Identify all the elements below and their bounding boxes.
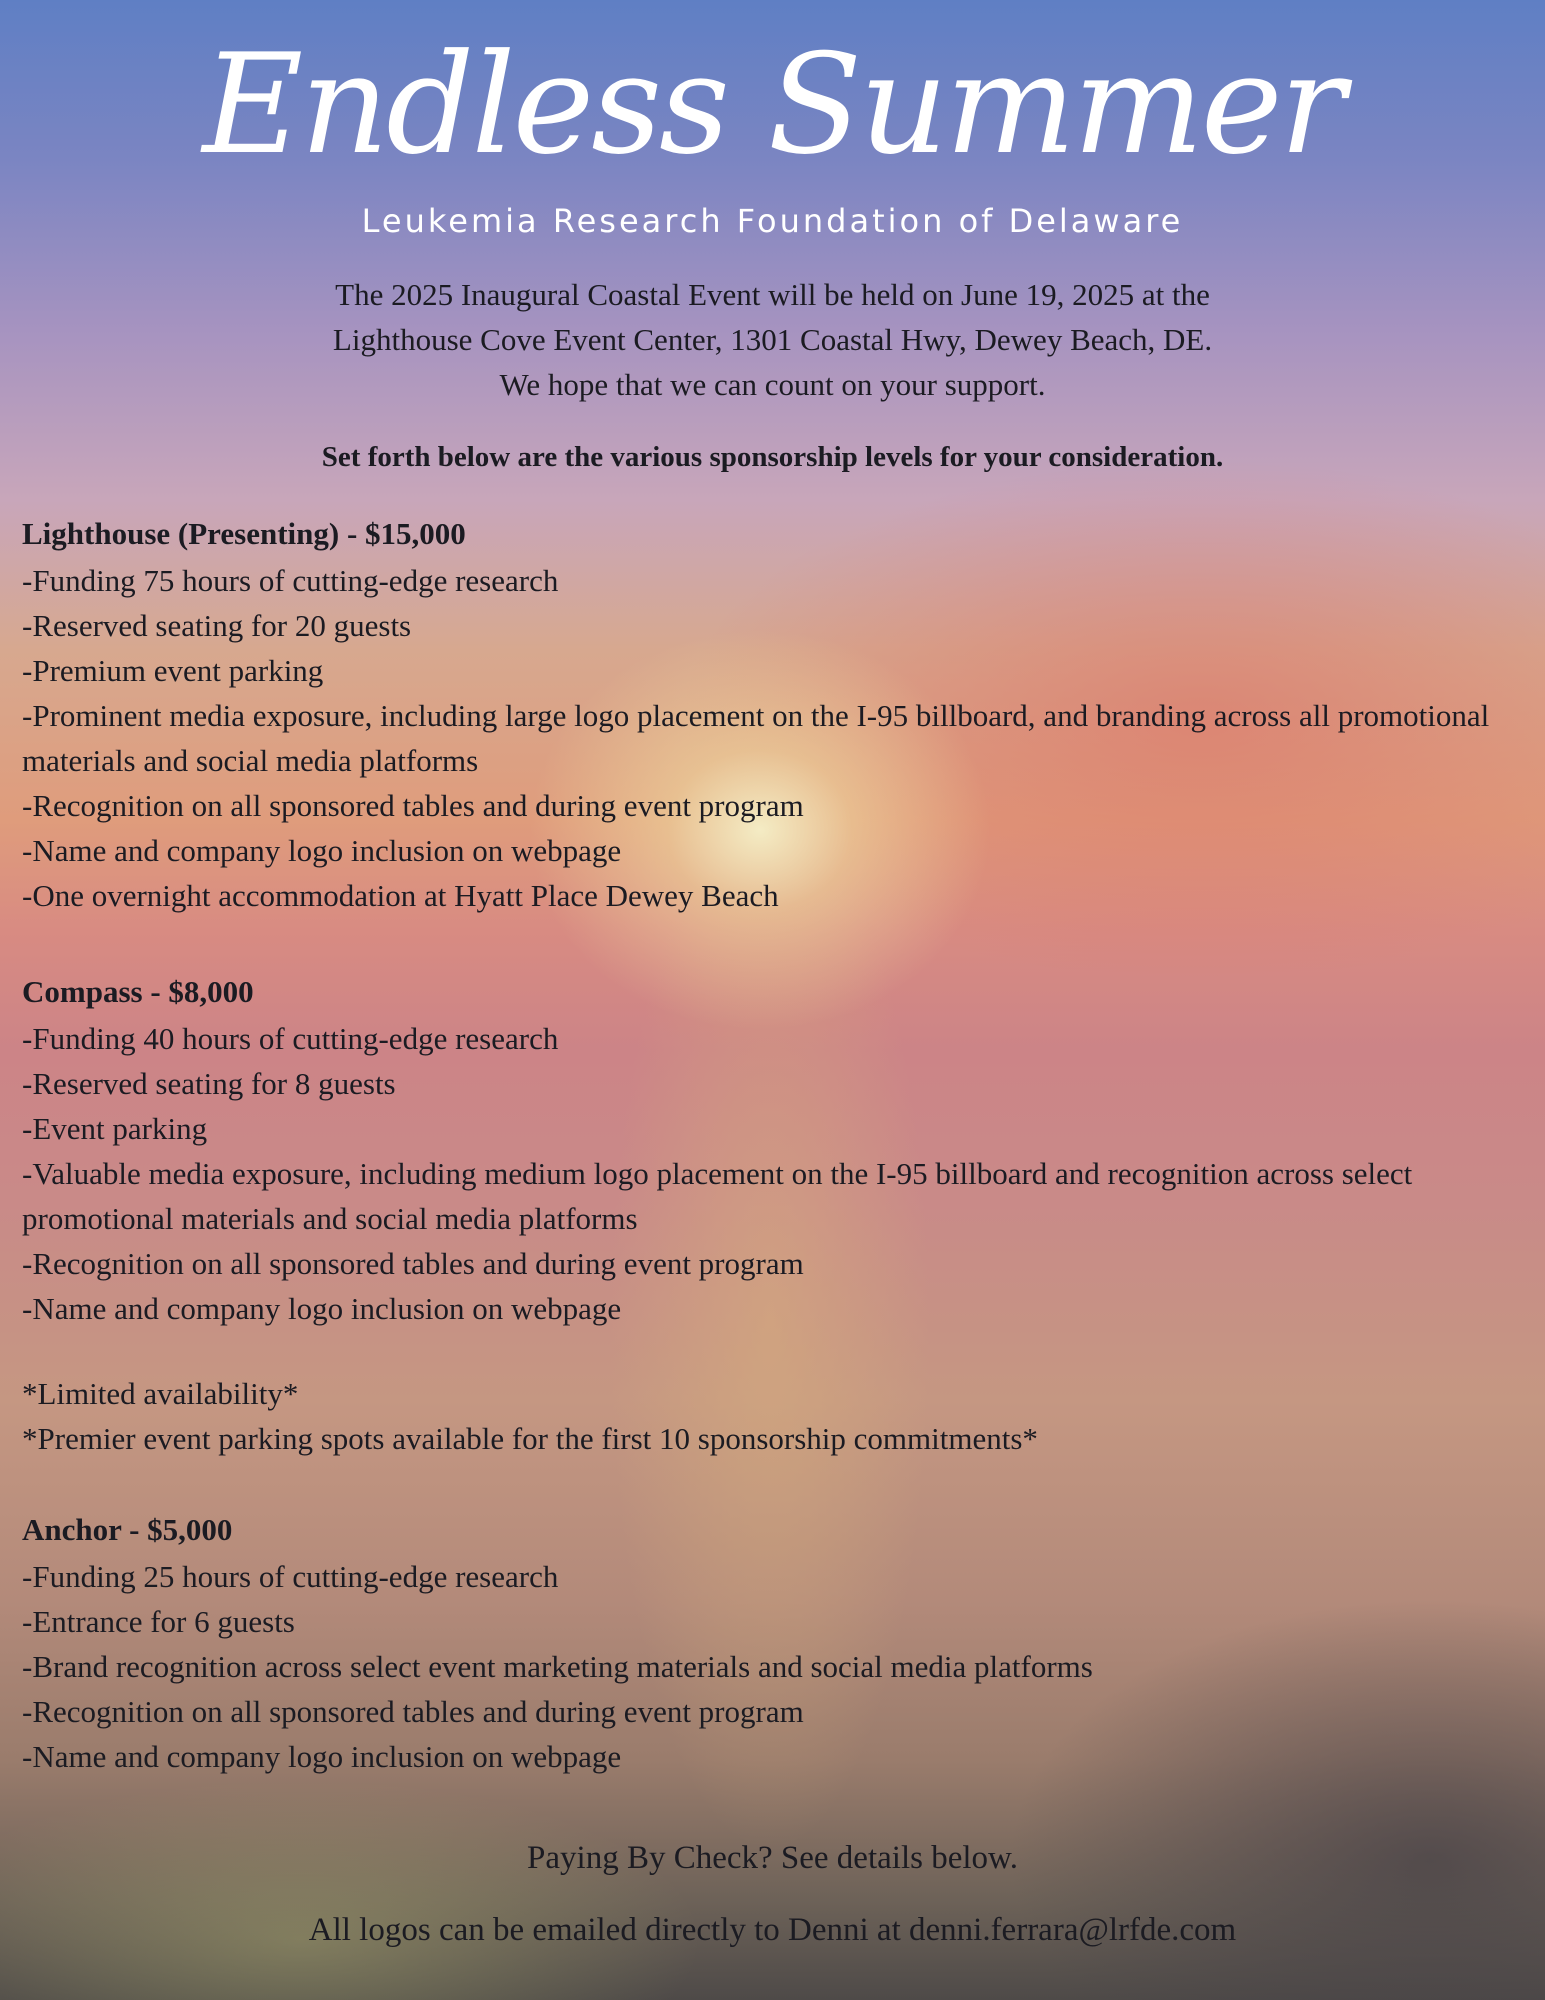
check-payment-note: Paying By Check? See details below.: [527, 1840, 1018, 1876]
benefit-item: -Premium event parking: [22, 653, 324, 688]
organization-name: Leukemia Research Foundation of Delaware: [361, 202, 1184, 240]
benefit-item: -Name and company logo inclusion on webpage: [22, 833, 622, 868]
benefit-item: -Funding 75 hours of cutting-edge research: [22, 563, 559, 598]
tier-lighthouse: [22, 510, 1522, 918]
tier-compass: [22, 968, 1522, 1331]
limited-availability-note: *Limited availability*: [22, 1376, 299, 1411]
benefit-item: -Entrance for 6 guests: [22, 1604, 295, 1639]
benefit-item: -Funding 40 hours of cutting-edge research: [22, 1021, 559, 1056]
benefit-item: -Prominent media exposure, including large logo placement on the I-95 billboard, and branding across all promotional materials and social media platforms: [22, 698, 1490, 778]
availability-notes: [22, 1371, 1522, 1461]
intro-line: Lighthouse Cove Event Center, 1301 Coastal Hwy, Dewey Beach, DE.: [332, 322, 1213, 357]
intro-line: The 2025 Inaugural Coastal Event will be held on June 19, 2025 at the: [335, 277, 1210, 312]
sponsorship-tiers: [22, 510, 1522, 1829]
logo-email-note: All logos can be emailed directly to Denni at denni.ferrara@lrfde.com: [308, 1912, 1237, 1948]
benefit-item: -Event parking: [22, 1111, 208, 1146]
benefit-item: -Recognition on all sponsored tables and during event program: [22, 1246, 804, 1281]
benefit-item: -One overnight accommodation at Hyatt Place Dewey Beach: [22, 878, 779, 913]
benefit-item: -Funding 25 hours of cutting-edge research: [22, 1559, 559, 1594]
intro-paragraph: [0, 272, 1545, 407]
benefit-item: -Name and company logo inclusion on webpage: [22, 1739, 622, 1774]
benefit-item: -Recognition on all sponsored tables and during event program: [22, 788, 804, 823]
event-title: Endless Summer: [202, 24, 1343, 185]
tier-name: Compass - $8,000: [22, 974, 254, 1009]
tier-name: Anchor - $5,000: [22, 1512, 233, 1547]
tier-name: Lighthouse (Presenting) - $15,000: [22, 516, 466, 551]
benefit-item: -Reserved seating for 8 guests: [22, 1066, 396, 1101]
benefit-item: -Name and company logo inclusion on webpage: [22, 1291, 622, 1326]
sponsorship-lead: Set forth below are the various sponsorship levels for your consideration.: [321, 441, 1224, 473]
tier-anchor: [22, 1506, 1522, 1779]
benefit-item: -Brand recognition across select event marketing materials and social media platforms: [22, 1649, 1093, 1684]
parking-note: *Premier event parking spots available for the first 10 sponsorship commitments*: [22, 1421, 1038, 1456]
benefit-item: -Recognition on all sponsored tables and during event program: [22, 1694, 804, 1729]
benefit-item: -Reserved seating for 20 guests: [22, 608, 412, 643]
intro-line: We hope that we can count on your support.: [499, 367, 1046, 402]
benefit-item: -Valuable media exposure, including medium logo placement on the I-95 billboard and recognition across select promotional materials and social media platforms: [22, 1156, 1413, 1236]
